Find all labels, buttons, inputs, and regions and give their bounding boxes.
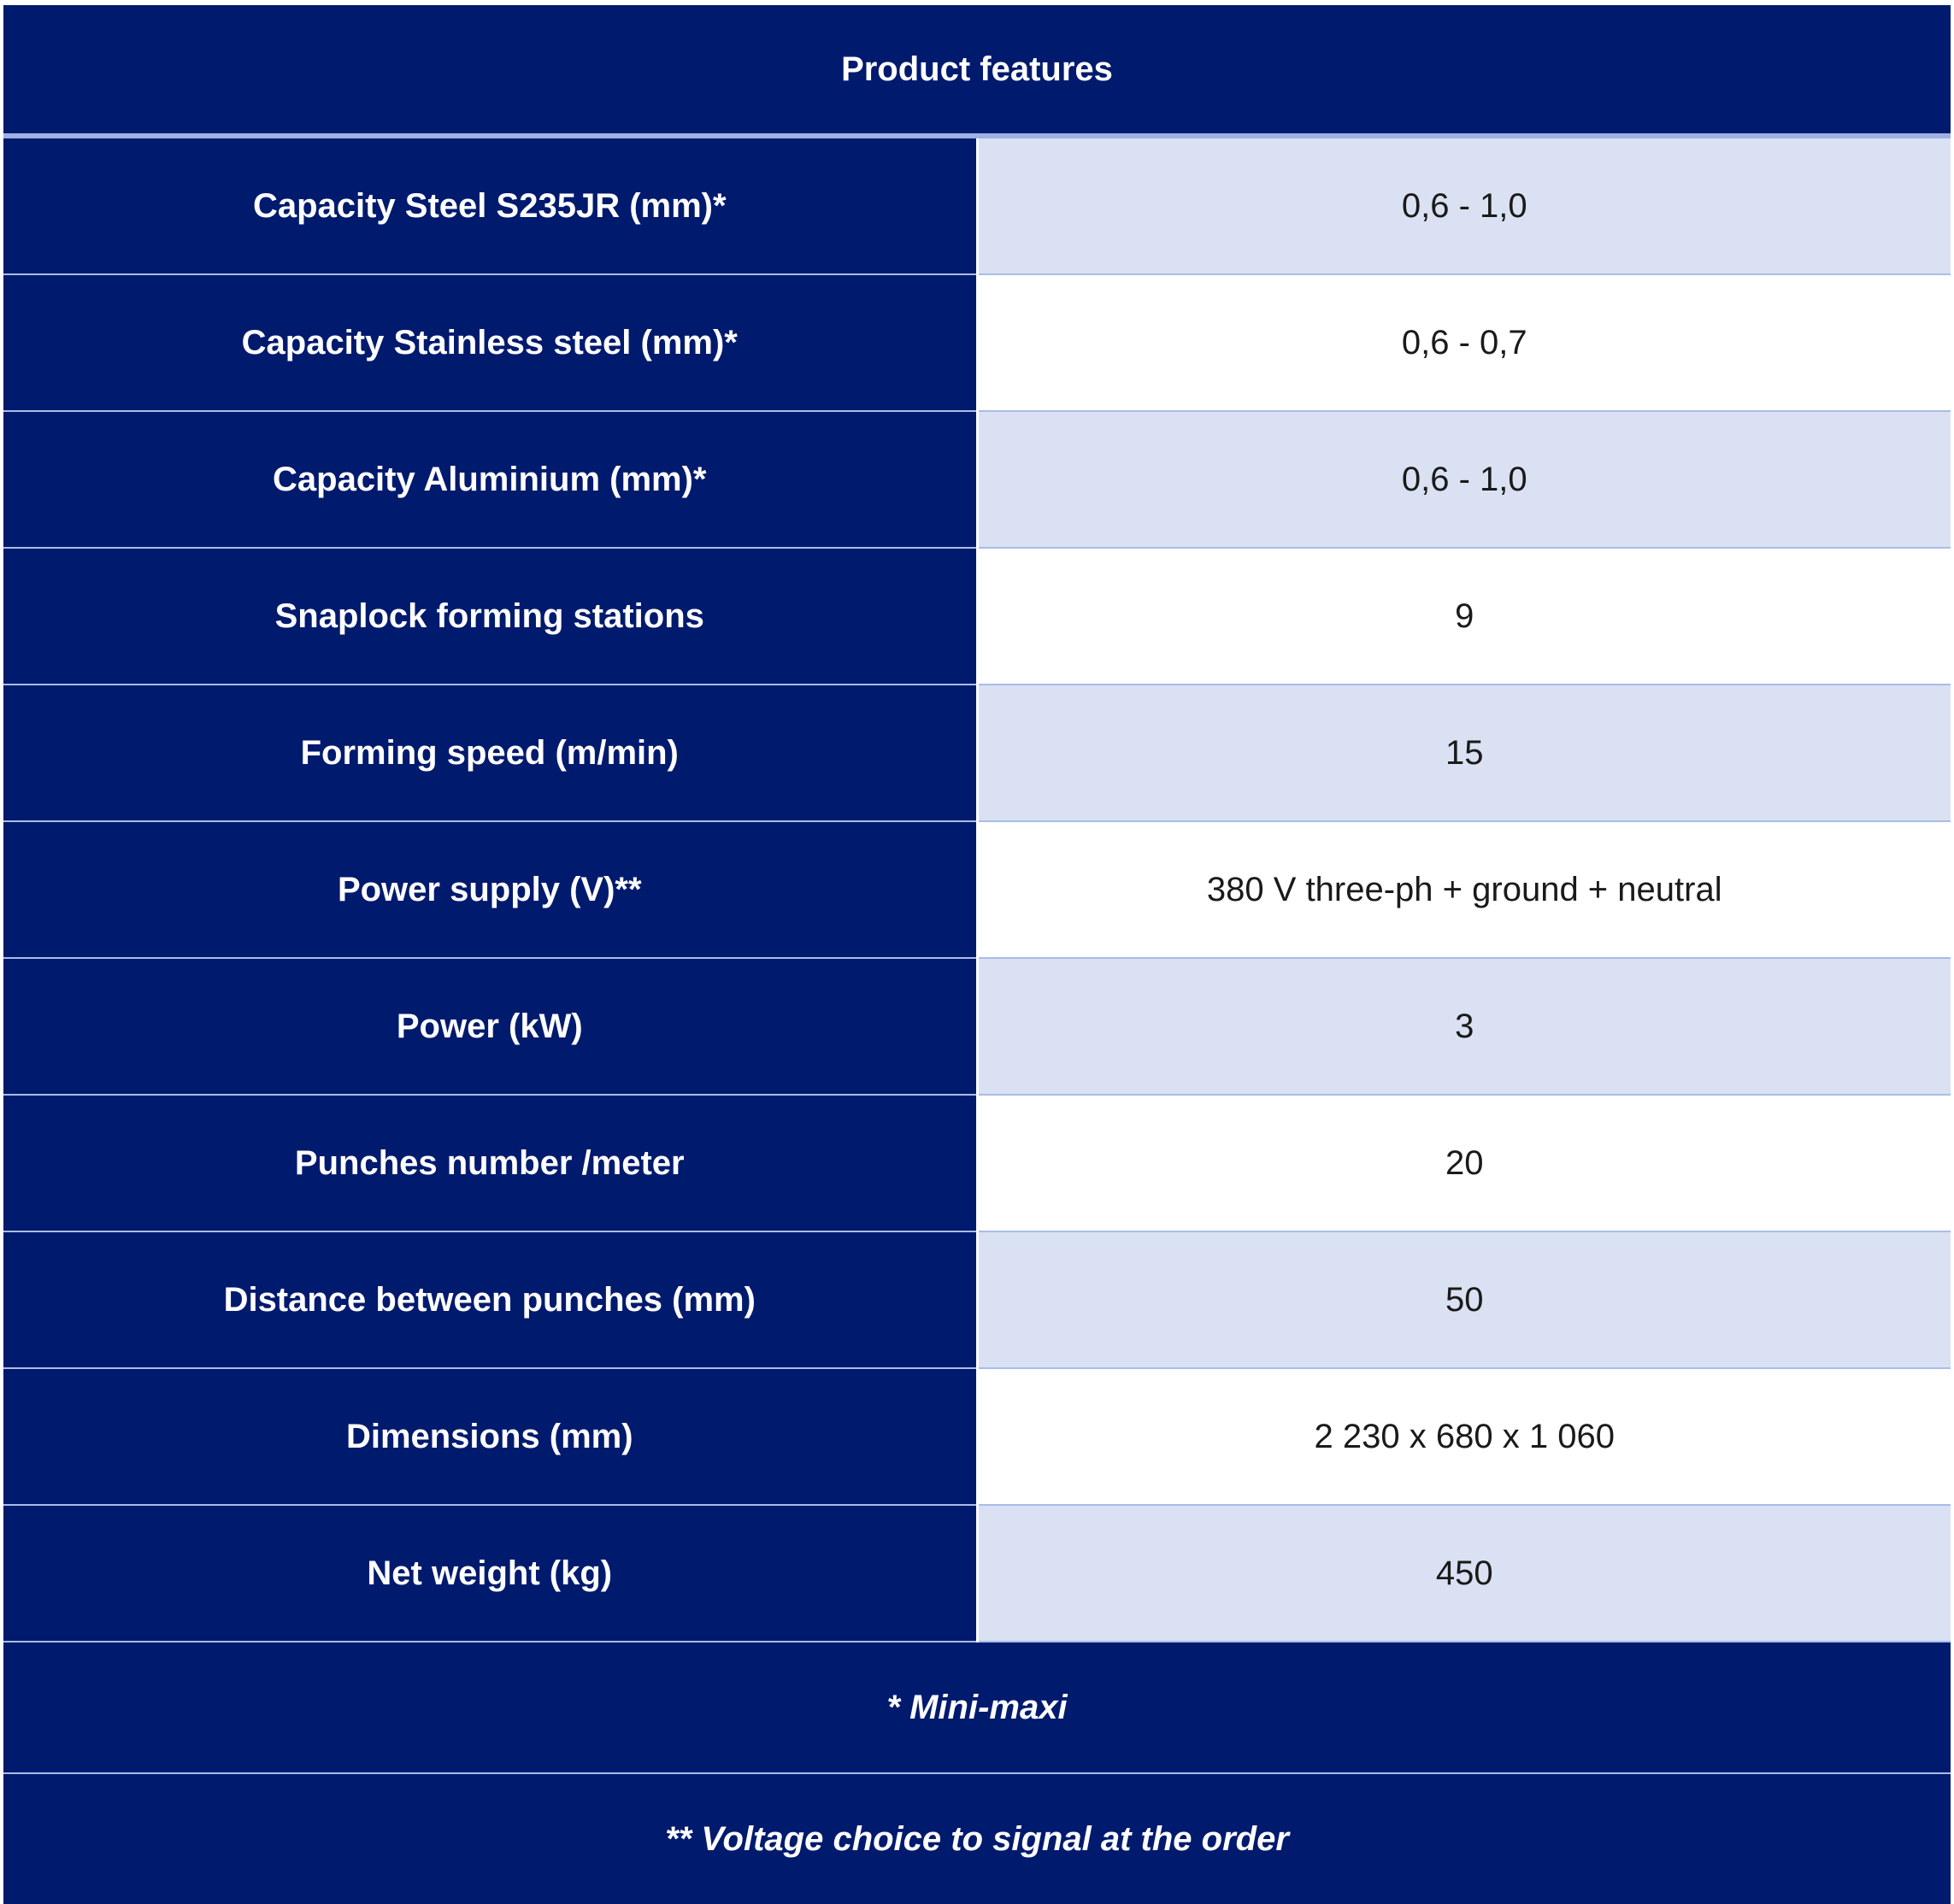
footnote-mini-maxi: * Mini-maxi	[3, 1642, 1951, 1773]
footnote-voltage: ** Voltage choice to signal at the order	[3, 1773, 1951, 1904]
table-row	[3, 548, 1951, 685]
row-value: 0,6 - 1,0	[977, 136, 1951, 274]
table-row	[3, 274, 1951, 411]
row-value: 20	[977, 1095, 1951, 1231]
table-row	[3, 136, 1951, 274]
row-value: 9	[977, 548, 1951, 685]
row-label: Power supply (V)**	[3, 821, 977, 958]
row-value: 50	[977, 1231, 1951, 1368]
table-header-row	[3, 5, 1951, 136]
row-value: 0,6 - 0,7	[977, 274, 1951, 411]
row-value: 380 V three-ph + ground + neutral	[977, 821, 1951, 958]
table-title: Product features	[3, 5, 1951, 136]
table-row	[3, 1231, 1951, 1368]
table-row	[3, 958, 1951, 1095]
row-value: 0,6 - 1,0	[977, 411, 1951, 548]
row-label: Snaplock forming stations	[3, 548, 977, 685]
row-value: 450	[977, 1505, 1951, 1642]
row-label: Forming speed (m/min)	[3, 685, 977, 821]
table-row	[3, 411, 1951, 548]
table-row	[3, 685, 1951, 821]
row-value: 2 230 x 680 x 1 060	[977, 1368, 1951, 1505]
row-label: Capacity Steel S235JR (mm)*	[3, 136, 977, 274]
footnote-row	[3, 1773, 1951, 1904]
row-value: 3	[977, 958, 1951, 1095]
row-label: Net weight (kg)	[3, 1505, 977, 1642]
row-label: Capacity Stainless steel (mm)*	[3, 274, 977, 411]
row-label: Power (kW)	[3, 958, 977, 1095]
product-features-table	[3, 5, 1951, 1904]
table-row	[3, 1368, 1951, 1505]
row-label: Capacity Aluminium (mm)*	[3, 411, 977, 548]
row-label: Distance between punches (mm)	[3, 1231, 977, 1368]
row-value: 15	[977, 685, 1951, 821]
footnote-row	[3, 1642, 1951, 1773]
table-row	[3, 821, 1951, 958]
row-label: Dimensions (mm)	[3, 1368, 977, 1505]
table-row	[3, 1095, 1951, 1231]
table-row	[3, 1505, 1951, 1642]
row-label: Punches number /meter	[3, 1095, 977, 1231]
